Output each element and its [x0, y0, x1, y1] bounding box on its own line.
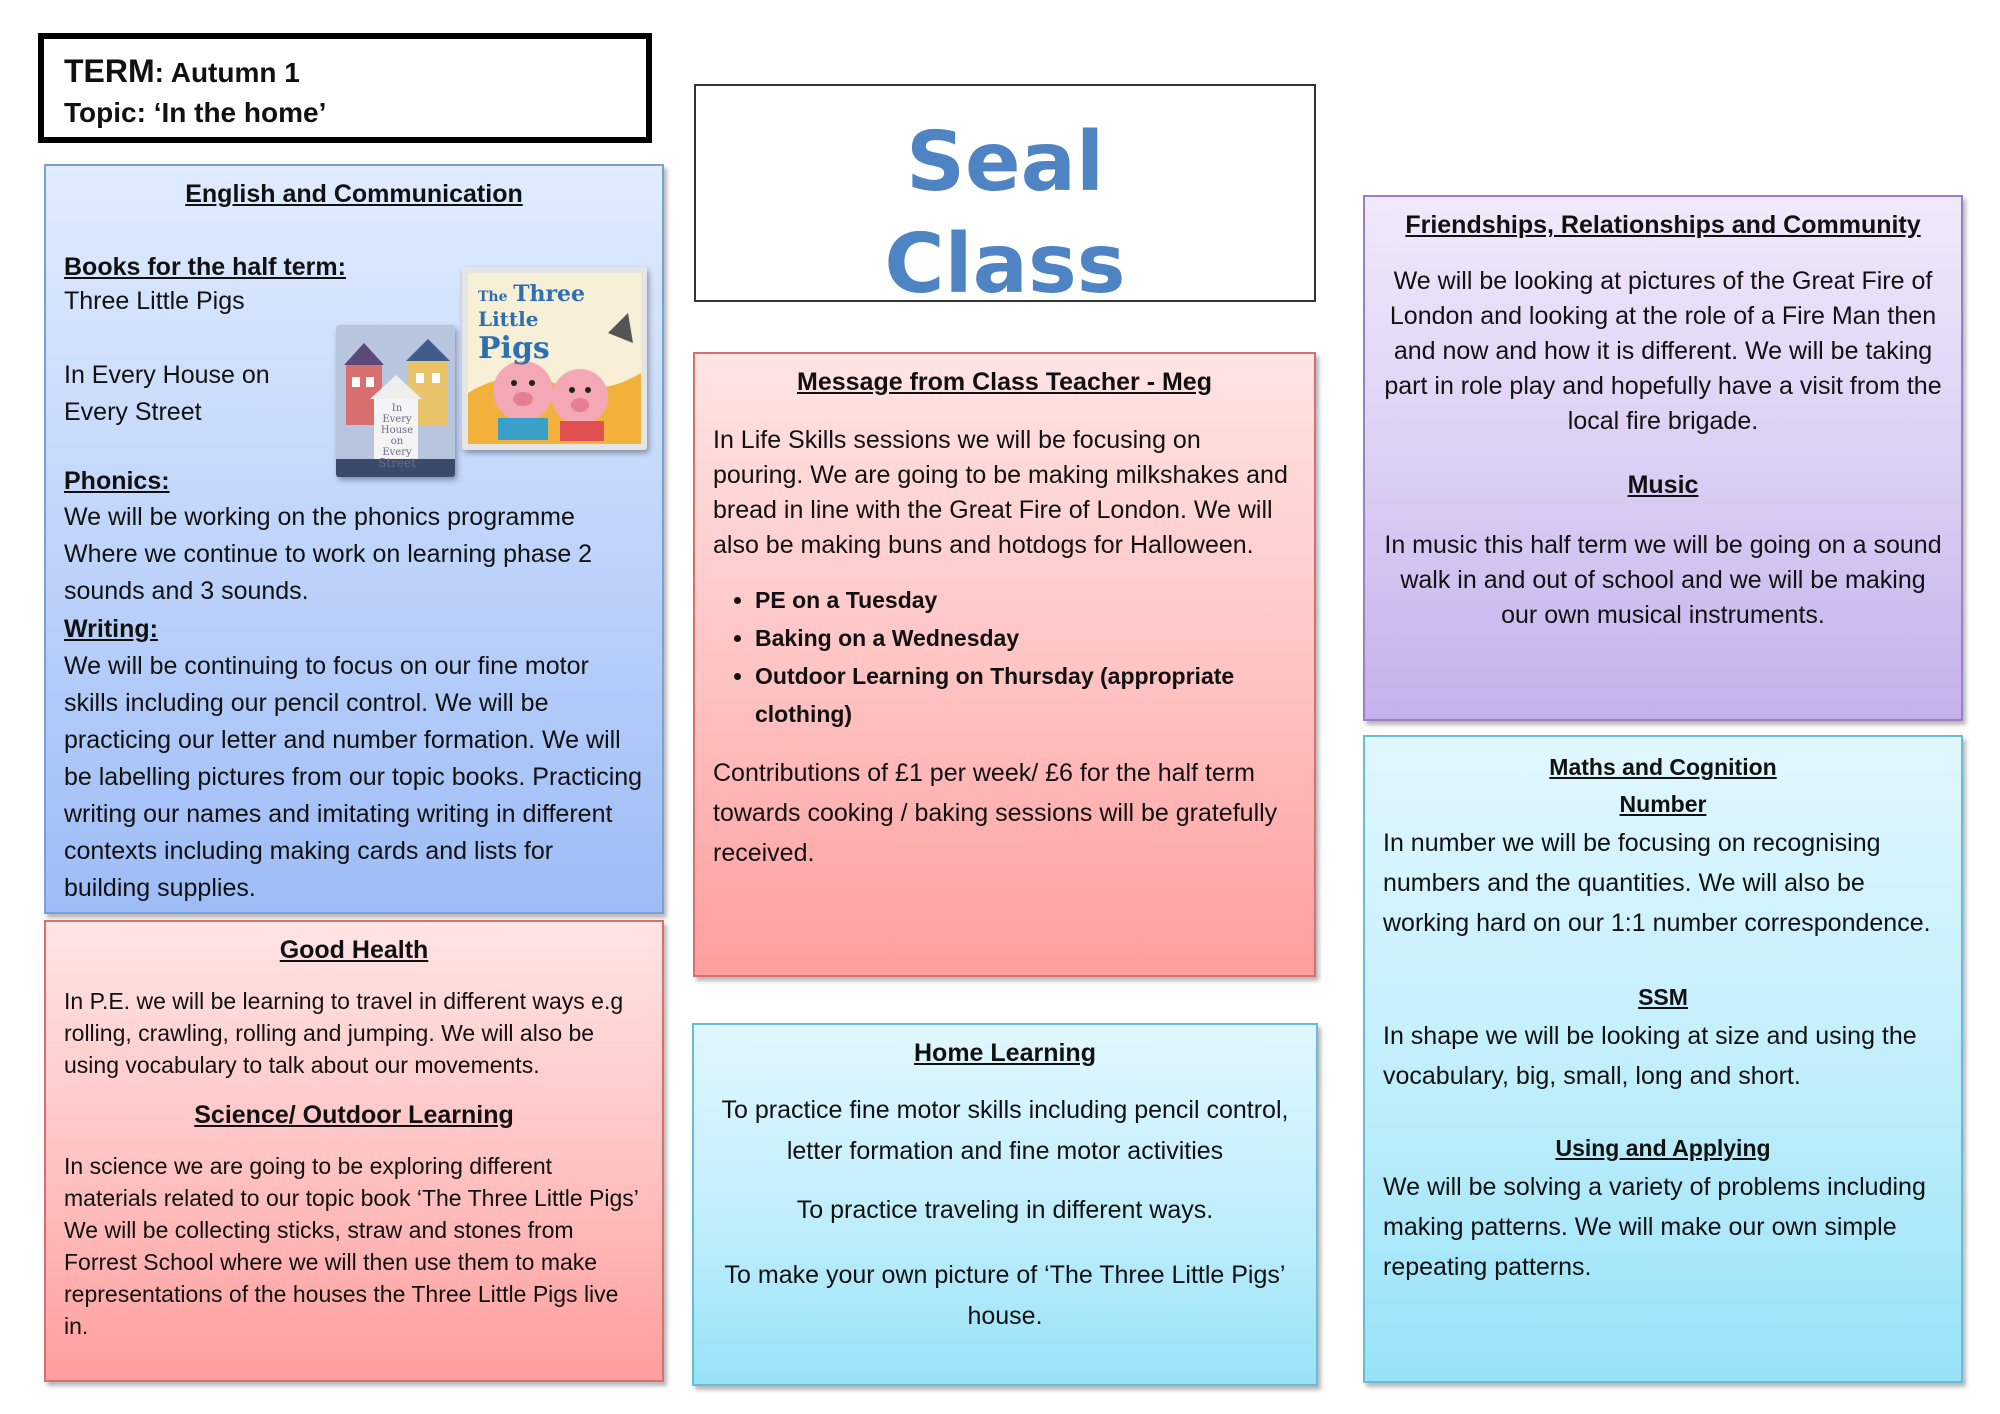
message-text: In Life Skills sessions we will be focusing on pouring. We are going to be making milkshakes and bread in line with the Great Fire of London. We will also be making buns and hotdogs for Halloween.: [713, 426, 1288, 559]
science-text: In science we are going to be exploring different materials related to our topic book ‘The Three Little Pigs’ We will be collecting sticks, straw and stones from Forrest School where we will then use them to make representations of the houses the Three Little Pigs live in.: [64, 1153, 639, 1339]
good-health-panel: [44, 920, 664, 1382]
maths-heading: Maths and Cognition: [1549, 754, 1777, 780]
message-heading: Message from Class Teacher - Meg: [797, 368, 1212, 396]
class-title-box: [694, 84, 1316, 312]
list-item: • Baking on a Wednesday: [755, 619, 1296, 657]
term-label: TERM: [64, 53, 155, 89]
phonics-text: We will be working on the phonics programme Where we continue to work on learning phase 2 sounds and 3 sounds.: [64, 503, 593, 605]
book-title-1: Three Little Pigs: [64, 287, 245, 315]
writing-heading: Writing:: [64, 615, 158, 643]
teacher-message-panel: [693, 352, 1316, 977]
books-heading: Books for the half term:: [64, 253, 346, 281]
term-line: [64, 51, 626, 93]
good-health-text: In P.E. we will be learning to travel in different ways e.g rolling, crawling, rolling and jumping. We will also be using vocabulary to talk about our movements.: [64, 988, 624, 1078]
term-box: [38, 33, 652, 143]
friendships-panel: [1363, 195, 1963, 721]
class-title-line2: Class: [884, 217, 1126, 312]
music-heading: Music: [1627, 471, 1699, 499]
science-heading: Science/ Outdoor Learning: [194, 1101, 514, 1129]
english-heading: English and Communication: [185, 180, 523, 208]
number-heading: Number: [1619, 791, 1707, 817]
maths-cognition-panel: [1363, 735, 1963, 1383]
list-item: • Outdoor Learning on Thursday (appropriate clothing): [755, 657, 1296, 733]
home-learning-item-2: To practice traveling in different ways.: [796, 1196, 1214, 1224]
topic-line: Topic: ‘In the home’: [64, 97, 327, 128]
writing-text: We will be continuing to focus on our fine motor skills including our pencil control. We will be practicing our letter and number formation. We will be labelling pictures from our topic books. Practicing writing our names and imitating writing in different contexts including making cards and lists for building supplies.: [64, 652, 643, 902]
schedule-list: [713, 581, 1296, 733]
number-text: In number we will be focusing on recognising numbers and the quantities. We will also be working hard on our 1:1 number correspondence.: [1383, 829, 1931, 937]
list-item: • PE on a Tuesday: [755, 581, 1296, 619]
phonics-heading: Phonics:: [64, 467, 170, 495]
home-learning-panel: [692, 1023, 1318, 1386]
class-title-line1: Seal: [905, 115, 1105, 210]
music-text: In music this half term we will be going on a sound walk in and out of school and we will be making our own musical instruments.: [1384, 531, 1942, 629]
cover-pigs-title: The Three Little Pigs: [478, 281, 586, 366]
friendships-heading: Friendships, Relationships and Community: [1405, 211, 1921, 239]
using-applying-text: We will be solving a variety of problems including making patterns. We will make our own simple repeating patterns.: [1383, 1173, 1926, 1281]
good-health-heading: Good Health: [279, 936, 429, 964]
home-learning-item-1: To practice fine motor skills including pencil control, letter formation and fine motor activities: [721, 1096, 1289, 1165]
ssm-heading: SSM: [1638, 984, 1688, 1010]
book-title-2-line2: Every Street: [64, 398, 202, 426]
book-cover-every-house: [336, 325, 455, 477]
home-learning-heading: Home Learning: [914, 1039, 1096, 1067]
contributions-text: Contributions of £1 per week/ £6 for the half term towards cooking / baking sessions will be gratefully received.: [713, 759, 1278, 867]
using-applying-heading: Using and Applying: [1555, 1135, 1771, 1161]
cover-house-title: In Every House on Every Street: [378, 403, 416, 470]
book-title-2-line1: In Every House on: [64, 361, 270, 389]
ssm-text: In shape we will be looking at size and using the vocabulary, big, small, long and short.: [1383, 1022, 1917, 1090]
friendships-text: We will be looking at pictures of the Great Fire of London and looking at the role of a Fire Man then and now and how it is different. We will be taking part in role play and hopefully have a visit from the local fire brigade.: [1384, 267, 1942, 435]
home-learning-item-3: To make your own picture of ‘The Three Little Pigs’ house.: [724, 1261, 1286, 1330]
book-cover-three-little-pigs: [462, 267, 647, 450]
term-value: : Autumn 1: [154, 57, 300, 88]
